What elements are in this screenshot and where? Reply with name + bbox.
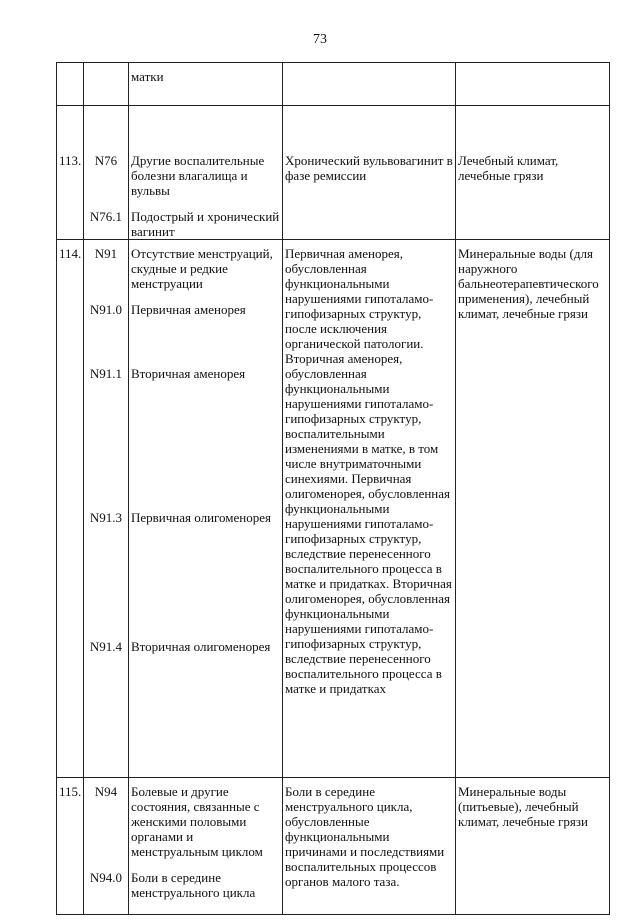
code: N91 — [94, 246, 118, 261]
table-row — [57, 63, 610, 106]
description-text: Хронический вульвовагинит в фазе ремиссии — [285, 153, 453, 183]
name-cell — [129, 778, 283, 915]
row-number: 115. — [57, 778, 84, 915]
table-row — [57, 240, 610, 778]
disease-name: Подострый и хронический вагинит — [131, 209, 280, 239]
description-text: Вторичная аменорея, обусловленная функциональными нарушениями гипоталамо-гипофизарных структур, воспалительными изменениями в матке, в том числе внутриматочными синехиями. — [285, 351, 439, 486]
description-text: Первичная аменорея, обусловленная функциональными нарушениями гипоталамо-гипофизарных структур, после исключения органической патологии. — [285, 246, 434, 351]
description-text: Боли в середине менструального цикла, обусловленные функциональными причинами и последствиями воспалительных процессов органов малого таза. — [285, 784, 445, 889]
disease-name: Первичная олигоменорея — [131, 510, 271, 525]
treatment-cell — [456, 778, 610, 915]
description-cell — [283, 240, 456, 778]
treatment-cell — [456, 106, 610, 240]
row-number: 113. — [57, 106, 84, 240]
description-cell — [283, 63, 456, 106]
disease-name: Боли в середине менструального цикла — [131, 870, 256, 900]
code-cell — [84, 778, 129, 915]
disease-name: Первичная аменорея — [131, 302, 246, 317]
code: N91.3 — [89, 510, 123, 525]
code: N91.4 — [89, 639, 123, 654]
code: N76.1 — [89, 209, 123, 224]
code: N91.1 — [89, 366, 123, 381]
disease-name: Вторичная аменорея — [131, 366, 246, 381]
treatment-cell — [456, 240, 610, 778]
description-cell — [283, 106, 456, 240]
code: N94 — [94, 784, 118, 799]
code: N94.0 — [89, 870, 123, 885]
treatment-cell — [456, 63, 610, 106]
code: N91.0 — [89, 302, 123, 317]
treatment-text: Минеральные воды (питьевые), лечебный климат, лечебные грязи — [458, 784, 589, 829]
treatment-text: Минеральные воды (для наружного бальнеотерапевтического применения), лечебный климат, лечебные грязи — [458, 246, 599, 321]
code: N76 — [94, 153, 118, 168]
disease-name: матки — [131, 69, 164, 84]
code-cell — [84, 106, 129, 240]
description-cell — [283, 778, 456, 915]
row-number — [57, 63, 84, 106]
description-text: Вторичная олигоменорея, обусловленная функциональными нарушениями гипоталамо-гипофизарных структур, вследствие перенесенного воспалительного процесса в матке и придатках — [285, 576, 452, 696]
name-cell — [129, 106, 283, 240]
disease-name: Отсутствие менструаций, скудные и редкие менструации — [131, 246, 273, 291]
page-number: 73 — [313, 32, 327, 47]
description-text: Первичная олигоменорея, обусловленная функциональными нарушениями гипоталамо-гипофизарных структур, вследствие перенесенного воспалительного процесса в матке и придатках. — [285, 471, 451, 591]
name-cell — [129, 240, 283, 778]
row-number: 114. — [57, 240, 84, 778]
disease-name: Болевые и другие состояния, связанные с женскими половыми органами и менструальным циклом — [131, 784, 263, 859]
table-row — [57, 778, 610, 915]
table-row — [57, 106, 610, 240]
name-cell — [129, 63, 283, 106]
classification-table — [56, 62, 610, 915]
code-cell — [84, 240, 129, 778]
code-cell — [84, 63, 129, 106]
treatment-text: Лечебный климат, лечебные грязи — [458, 153, 559, 183]
disease-name: Вторичная олигоменорея — [131, 639, 271, 654]
disease-name: Другие воспалительные болезни влагалища и вульвы — [131, 153, 265, 198]
